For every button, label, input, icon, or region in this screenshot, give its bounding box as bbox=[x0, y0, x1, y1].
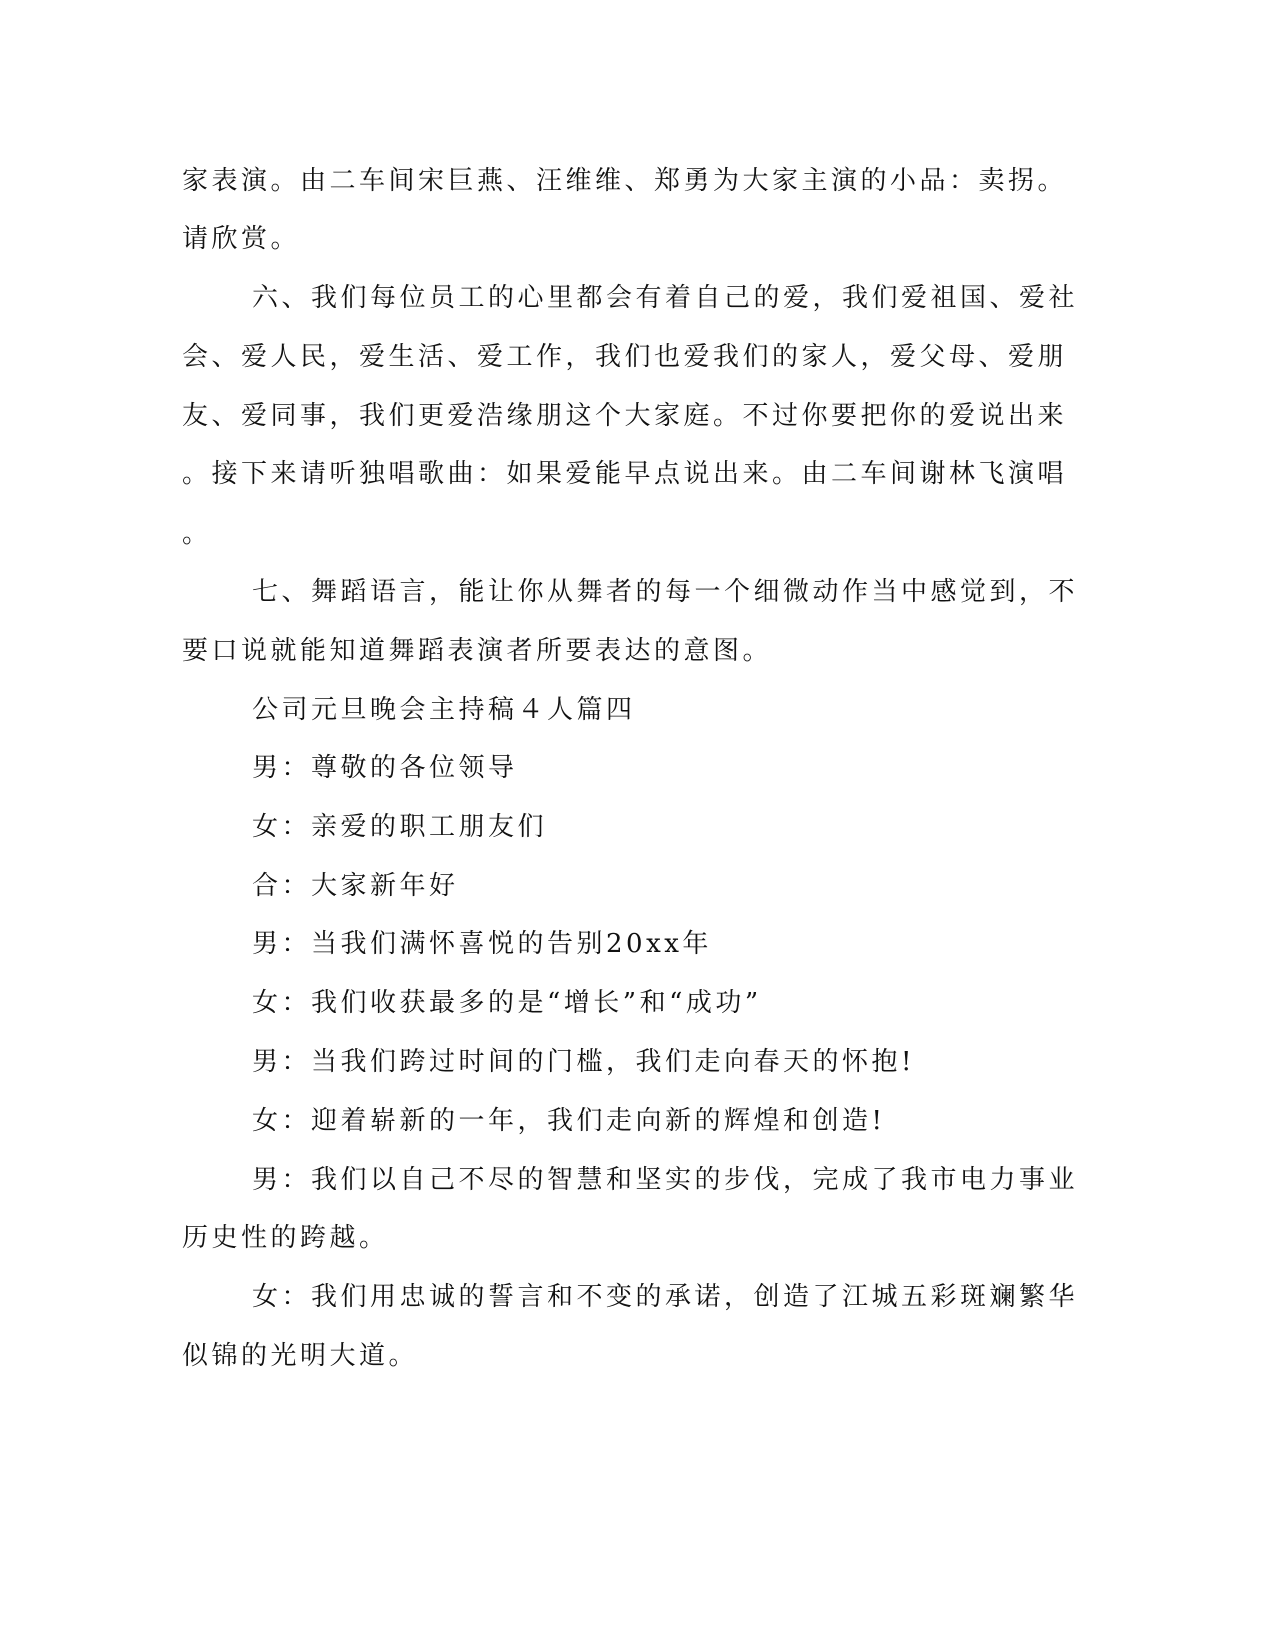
paragraph-line: 似锦的光明大道。 bbox=[182, 1341, 419, 1371]
dialogue-line: 女：迎着崭新的一年，我们走向新的辉煌和创造! bbox=[252, 1106, 886, 1136]
paragraph-line: 家表演。由二车间宋巨燕、汪维维、郑勇为大家主演的小品：卖拐。 bbox=[182, 166, 1068, 196]
paragraph-line: 。 bbox=[182, 519, 212, 549]
paragraph-line: 请欣赏。 bbox=[182, 224, 301, 254]
dialogue-line: 女：我们用忠诚的誓言和不变的承诺，创造了江城五彩斑斓繁华 bbox=[252, 1282, 1079, 1312]
dialogue-line: 男：尊敬的各位领导 bbox=[252, 753, 518, 783]
paragraph-line: 要口说就能知道舞蹈表演者所要表达的意图。 bbox=[182, 636, 773, 666]
section-heading: 公司元旦晚会主持稿４人篇四 bbox=[252, 695, 636, 725]
dialogue-line: 合：大家新年好 bbox=[252, 871, 459, 901]
dialogue-line: 男：当我们跨过时间的门槛，我们走向春天的怀抱! bbox=[252, 1047, 915, 1077]
dialogue-line: 女：我们收获最多的是“增长”和“成功” bbox=[252, 988, 762, 1018]
paragraph-line: 会、爱人民，爱生活、爱工作，我们也爱我们的家人，爱父母、爱朋 bbox=[182, 342, 1068, 372]
paragraph-line: 历史性的跨越。 bbox=[182, 1223, 389, 1253]
paragraph-line: 六、我们每位员工的心里都会有着自己的爱，我们爱祖国、爱社 bbox=[252, 283, 1079, 313]
paragraph-line: 七、舞蹈语言，能让你从舞者的每一个细微动作当中感觉到，不 bbox=[252, 577, 1079, 607]
dialogue-line: 男：我们以自己不尽的智慧和坚实的步伐，完成了我市电力事业 bbox=[252, 1165, 1079, 1195]
dialogue-line: 男：当我们满怀喜悦的告别20xx年 bbox=[252, 929, 712, 959]
dialogue-line: 女：亲爱的职工朋友们 bbox=[252, 812, 548, 842]
paragraph-line: 友、爱同事，我们更爱浩缘朋这个大家庭。不过你要把你的爱说出来 bbox=[182, 401, 1068, 431]
paragraph-line: 。接下来请听独唱歌曲：如果爱能早点说出来。由二车间谢林飞演唱 bbox=[182, 459, 1068, 489]
